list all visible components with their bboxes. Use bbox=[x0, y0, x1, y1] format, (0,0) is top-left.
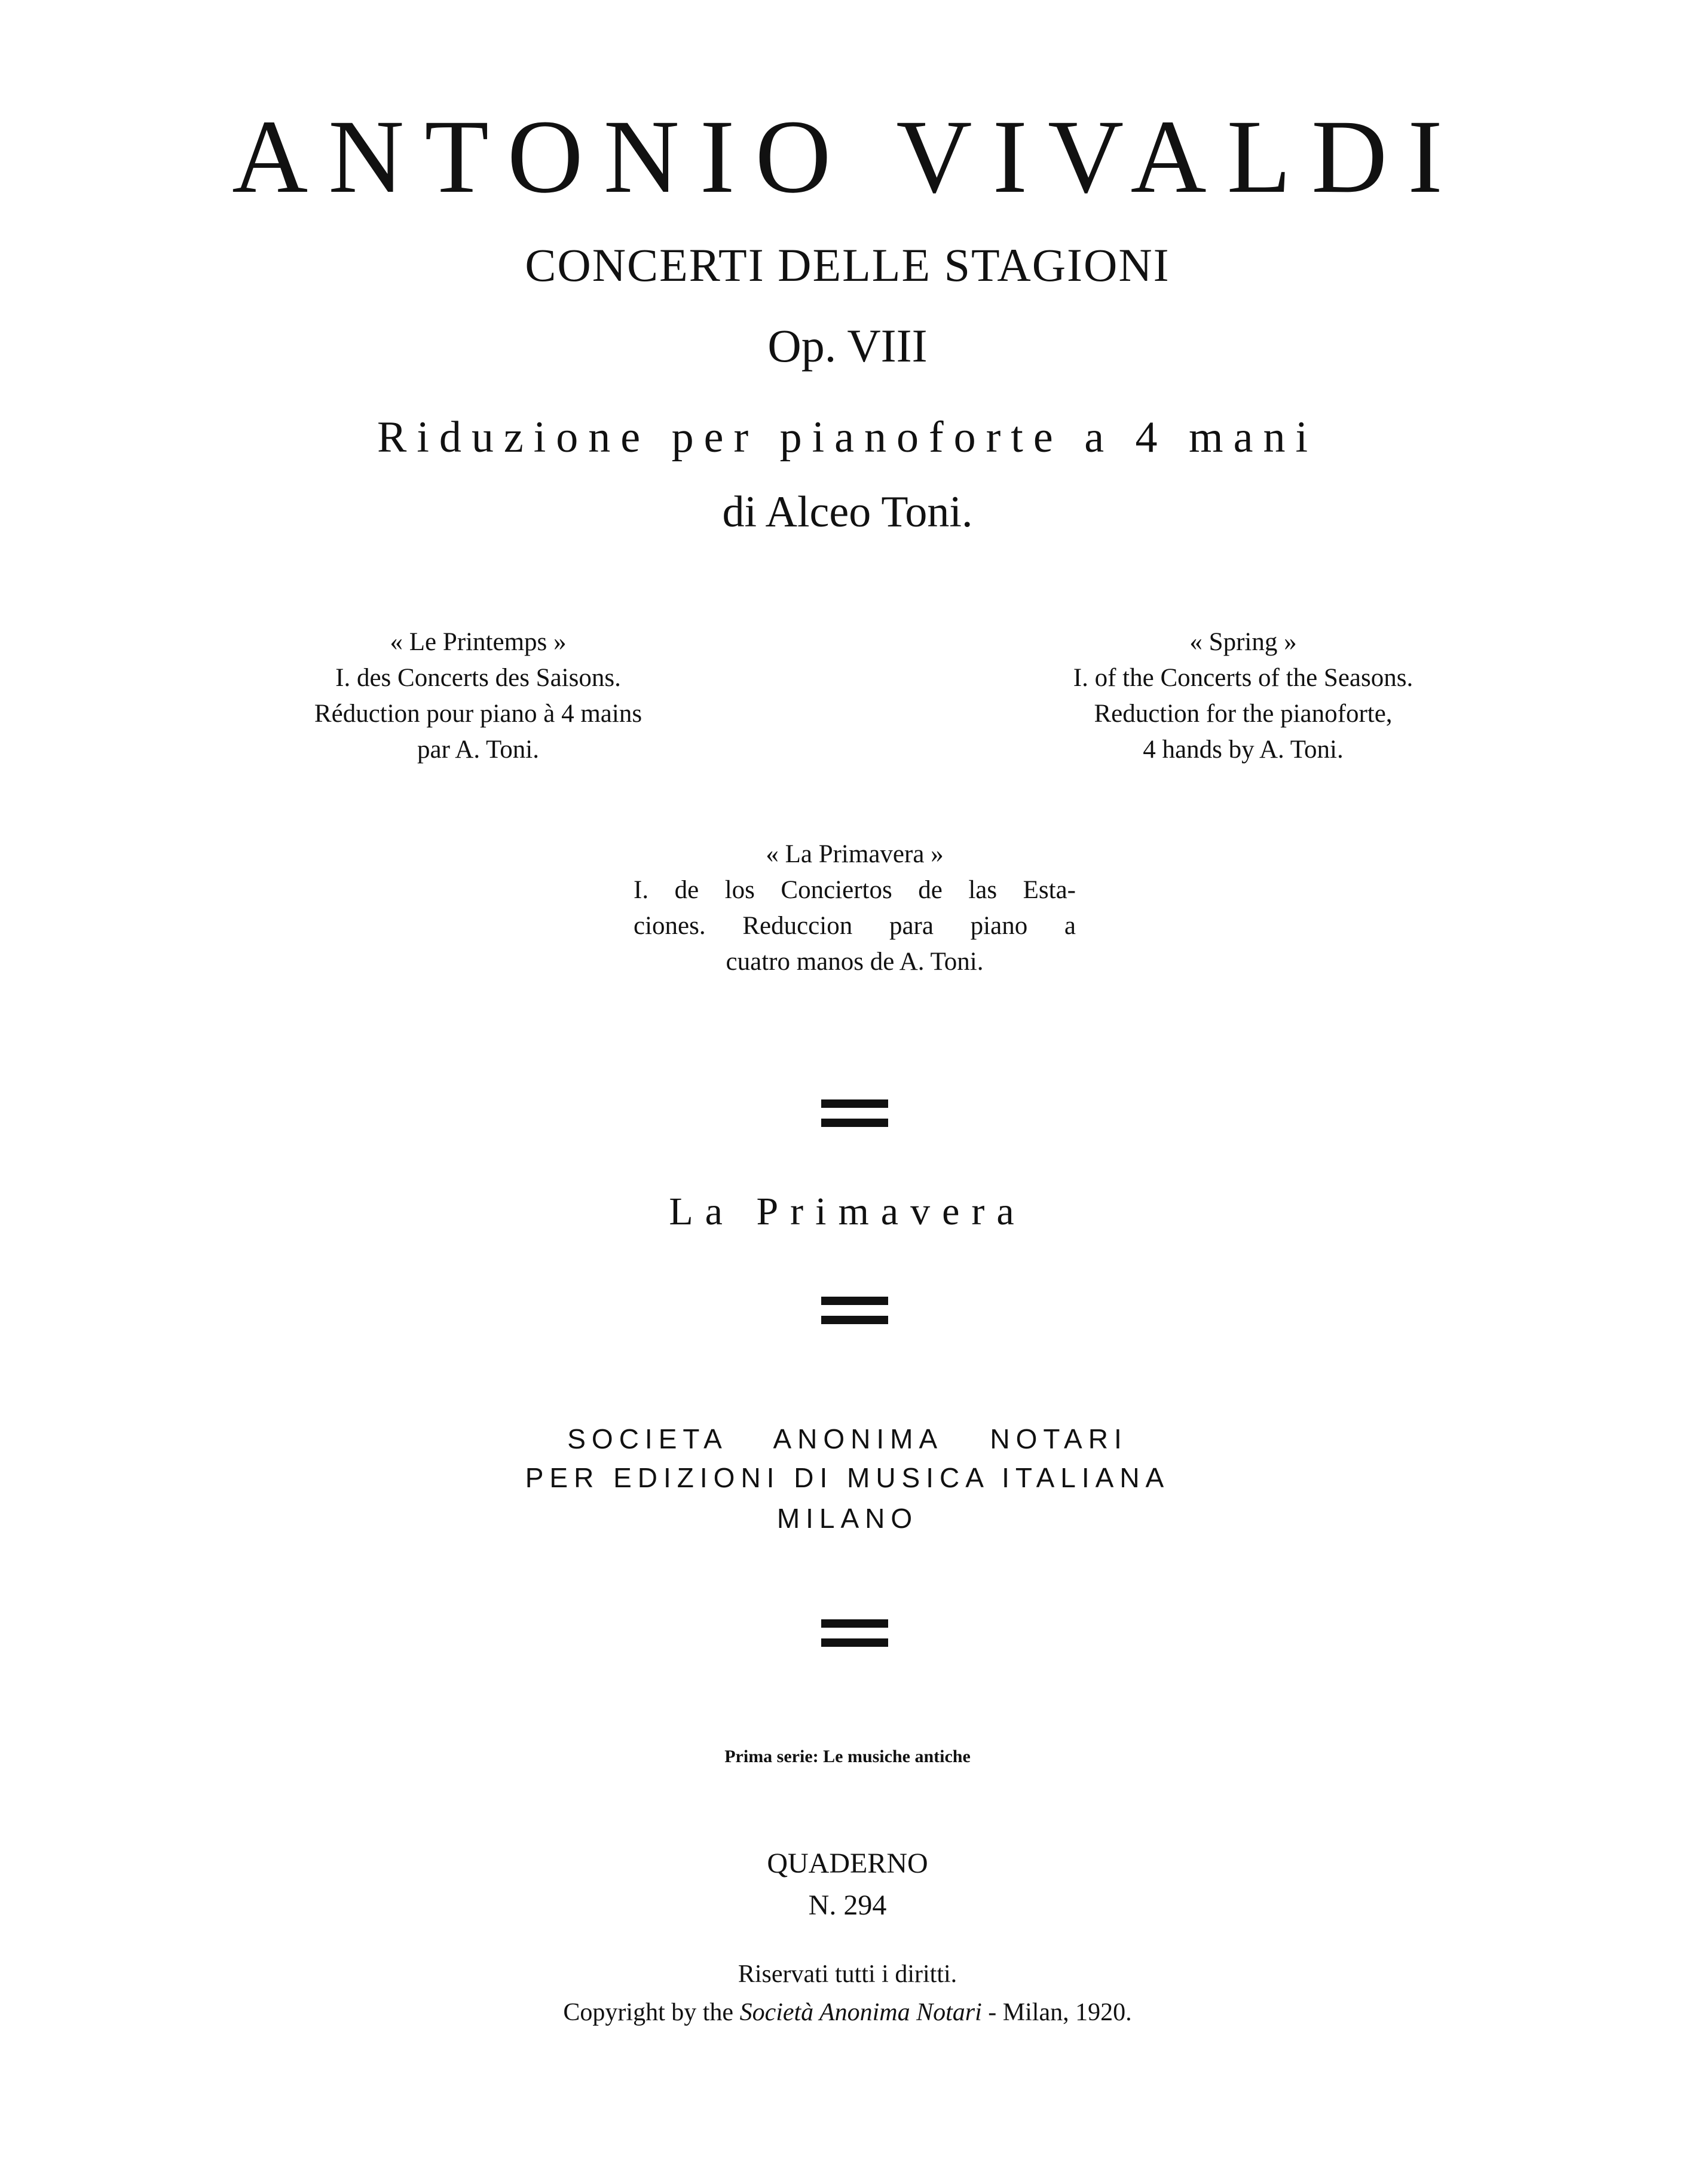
spanish-line: ciones. Reduccion para piano a bbox=[634, 912, 1076, 940]
copyright-notice bbox=[0, 2000, 1695, 2025]
english-line: 4 hands by A. Toni. bbox=[1143, 736, 1344, 764]
publisher-city: MILANO bbox=[776, 1503, 919, 1534]
double-rule-divider bbox=[821, 1297, 888, 1335]
rule-bar bbox=[821, 1316, 888, 1324]
double-rule-divider bbox=[821, 1099, 888, 1138]
french-description bbox=[251, 624, 705, 768]
copyright-suffix: - Milan, 1920. bbox=[988, 1999, 1132, 2026]
composer-name: ANTONIO VIVALDI bbox=[232, 99, 1463, 215]
quaderno-number: N. 294 bbox=[808, 1889, 887, 1921]
english-description bbox=[1016, 624, 1470, 768]
arranger-credit: di Alceo Toni. bbox=[722, 488, 973, 537]
publisher-subtitle: PER EDIZIONI DI MUSICA ITALIANA bbox=[525, 1462, 1170, 1493]
reduction-line: Riduzione per pianoforte a 4 mani bbox=[377, 413, 1318, 462]
rule-bar bbox=[821, 1619, 888, 1628]
publisher-name: SOCIETA ANONIMA NOTARI bbox=[567, 1423, 1128, 1454]
english-line: « Spring » bbox=[1189, 628, 1297, 656]
french-line: Réduction pour piano à 4 mains bbox=[314, 700, 642, 728]
spanish-line: « La Primavera » bbox=[766, 840, 944, 868]
double-rule-divider bbox=[821, 1619, 888, 1658]
english-line: Reduction for the pianoforte, bbox=[1094, 700, 1393, 728]
rule-bar bbox=[821, 1297, 888, 1305]
english-line: I. of the Concerts of the Seasons. bbox=[1073, 664, 1413, 692]
copyright-publisher: Società Anonima Notari bbox=[739, 1999, 982, 2026]
opus-number: Op. VIII bbox=[767, 320, 928, 372]
french-line: par A. Toni. bbox=[417, 736, 540, 764]
spanish-description bbox=[634, 837, 1076, 980]
quaderno-label: QUADERNO bbox=[767, 1848, 928, 1879]
spanish-line: I. de los Conciertos de las Esta- bbox=[634, 876, 1076, 904]
rule-bar bbox=[821, 1099, 888, 1108]
french-line: « Le Printemps » bbox=[390, 628, 567, 656]
series-label: Prima serie: Le musiche antiche bbox=[724, 1747, 971, 1766]
piece-subtitle: La Primavera bbox=[669, 1190, 1026, 1233]
rights-notice: Riservati tutti i diritti. bbox=[738, 1961, 957, 1988]
work-title: CONCERTI DELLE STAGIONI bbox=[525, 239, 1170, 291]
rule-bar bbox=[821, 1638, 888, 1647]
rule-bar bbox=[821, 1119, 888, 1127]
french-line: I. des Concerts des Saisons. bbox=[335, 664, 621, 692]
spanish-line: cuatro manos de A. Toni. bbox=[726, 948, 984, 976]
copyright-prefix: Copyright by the bbox=[563, 1999, 734, 2026]
